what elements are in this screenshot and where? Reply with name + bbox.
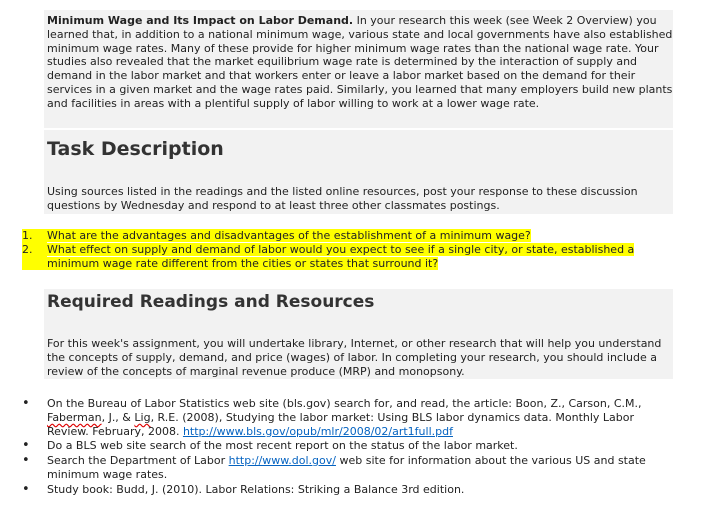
resource-text: Study book: Budd, J. (2010). Labor Relations: Striking a Balance 3rd edition. — [47, 482, 465, 496]
dol-link[interactable]: http://www.dol.gov/ — [228, 454, 336, 468]
readings-paragraph: For this week's assignment, you will undertake library, Internet, or other research that will help you understand the concepts of supply, demand, and price (wages) of labor. In completing your research, you should include a review of the concepts of marginal revenue produce (MRP) and monopsony. — [47, 337, 662, 378]
task-heading: Task Description — [47, 138, 224, 160]
intro-body: In your research this week (see Week 2 Overview) you learned that, in addition to a national minimum wage, various state and local governments have also established minimum wage rates. Many of these provide for higher minimum wage rates than the national wage rate. Your studies also revealed that the market equilibrium wage rate is determined by the interaction of supply and demand in the labor market and that workers enter or leave a labor market based on the demand for their services in a given market and the wage rates paid. Similarly, you learned that many employers build new plants and facilities in areas with a plentiful supply of labor willing to work at a lower wage rate. — [47, 14, 673, 110]
question-number: 2. — [22, 243, 47, 271]
bls-article-link[interactable]: http://www.bls.gov/opub/mlr/2008/02/art1full.pdf — [182, 424, 453, 438]
bullet-icon: • — [22, 481, 30, 497]
list-item — [22, 439, 672, 453]
intro-paragraph — [47, 14, 674, 111]
list-item — [22, 483, 672, 497]
resource-text: Search the Department of Labor http://www.dol.gov/ web site for information about the various US and state minimum wage rates. — [47, 454, 646, 481]
resource-text: Do a BLS web site search of the most recent report on the status of the labor market. — [47, 439, 518, 453]
task-paragraph: Using sources listed in the readings and the listed online resources, post your response to these discussion questions by Wednesday and respond to at least three other classmates postings. — [47, 185, 638, 212]
misspelled-name: Lig — [134, 410, 151, 424]
question-text: What are the advantages and disadvantages of the establishment of a minimum wage? — [47, 229, 531, 242]
list-item — [22, 454, 672, 482]
intro-title: Minimum Wage and Its Impact on Labor Demand. — [47, 14, 354, 27]
bullet-icon: • — [22, 453, 30, 469]
question-item — [22, 229, 662, 243]
readings-heading: Required Readings and Resources — [47, 292, 375, 312]
resource-list — [22, 397, 672, 498]
bullet-icon: • — [22, 438, 30, 454]
list-item — [22, 397, 672, 438]
question-list — [22, 229, 662, 270]
misspelled-name: Faberman — [47, 410, 102, 424]
bullet-icon: • — [22, 396, 30, 411]
resource-text: On the Bureau of Labor Statistics web site (bls.gov) search for, and read, the article: Boon, Z., Carson, C.M., Faberman, J., & Lig, R.E. (2008), Studying the labor market: Using BLS labor dynamics data. Monthly Labor Review. February, 2008. http://www.bls.gov/opub/mlr/2008/02/art1full.pdf — [47, 397, 642, 438]
question-text: What effect on supply and demand of labor would you expect to see if a single city, or state, established a minimum wage rate different from the cities or states that surround it? — [47, 242, 635, 270]
question-number: 1. — [22, 229, 47, 243]
question-item — [22, 243, 662, 271]
